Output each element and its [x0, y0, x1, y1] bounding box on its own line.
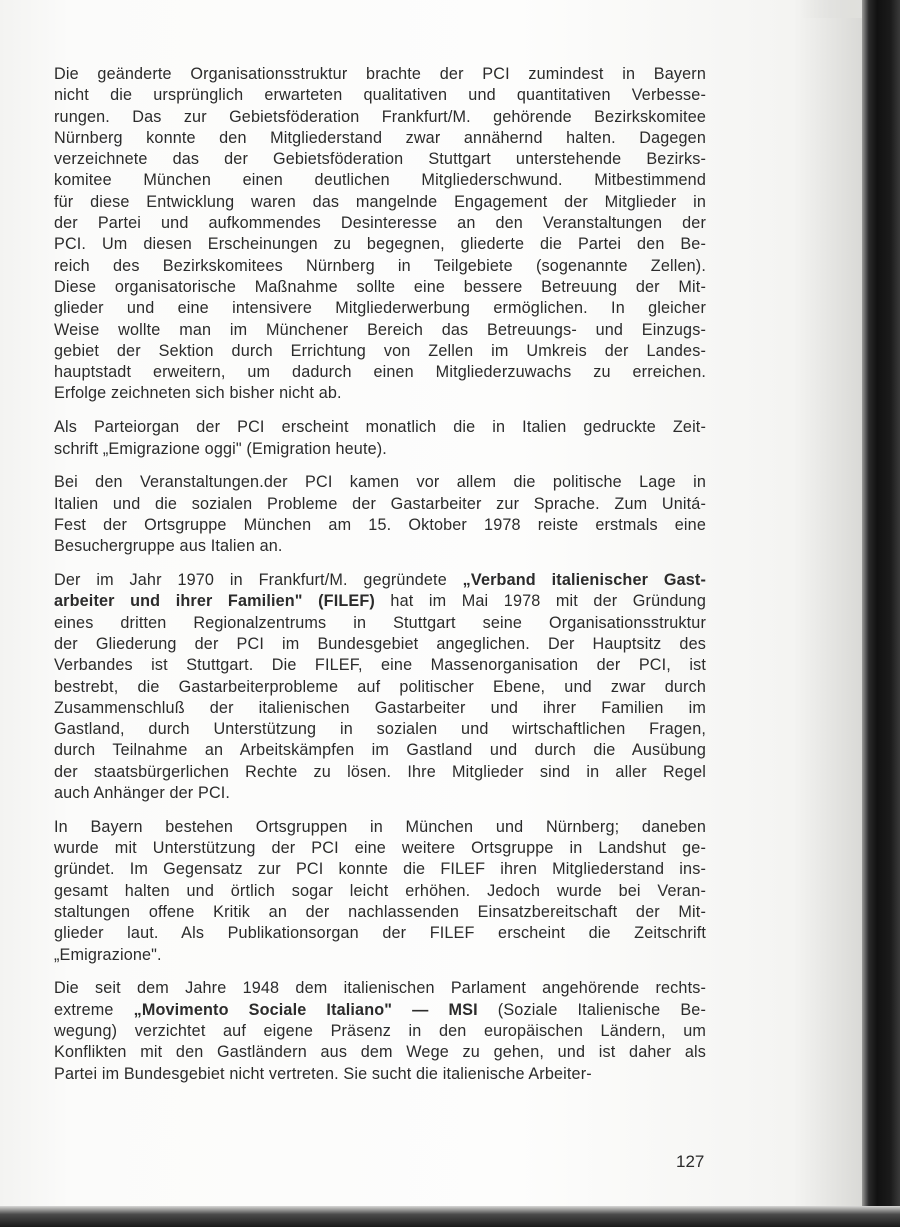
text-line: Besuchergruppe aus Italien an.	[54, 537, 283, 556]
text-line: Gastland, durch Unterstützung in sozialen und wirtschaftlichen Fragen,	[54, 720, 706, 739]
text-line: Diese organisatorische Maßnahme sollte eine bessere Betreuung der Mit-	[54, 277, 706, 296]
book-bottom-edge	[0, 1206, 900, 1227]
text-line: PCI. Um diesen Erscheinungen zu begegnen, gliederte die Partei den Be-	[54, 235, 706, 254]
text-line	[54, 591, 706, 612]
text-line: gebiet der Sektion durch Errichtung von Zellen im Umkreis der Landes-	[54, 341, 706, 360]
organization-name-bold: „Verband italienischer Gast-	[462, 571, 706, 590]
text-line: hauptstadt erweitern, um dadurch einen Mitgliederzuwachs zu erreichen.	[54, 363, 706, 382]
text-line: wegung) verzichtet auf eigene Präsenz in den europäischen Ländern, um	[54, 1021, 706, 1040]
paragraph-3	[54, 472, 706, 557]
text-line: Konflikten mit den Gastländern aus dem Wege zu gehen, und ist daher als	[54, 1043, 706, 1062]
text-line: Weise wollte man im Münchener Bereich das Betreuungs- und Einzugs-	[54, 320, 706, 339]
organization-name-bold: arbeiter und ihrer Familien" (FILEF)	[54, 592, 375, 611]
text-line: staltungen offene Kritik an der nachlassenden Einsatzbereitschaft der Mit-	[54, 902, 706, 921]
paragraph-1	[54, 64, 706, 405]
text-line: der staatsbürgerlichen Rechte zu lösen. Ihre Mitglieder sind in aller Regel	[54, 762, 706, 781]
text-line: Die geänderte Organisationsstruktur brachte der PCI zumindest in Bayern	[54, 65, 706, 83]
text-line: Zusammenschluß der italienischen Gastarbeiter und ihrer Familien im	[54, 698, 706, 717]
book-spine	[862, 0, 900, 1227]
page-number: 127	[676, 1152, 705, 1171]
text-line: Erfolge zeichneten sich bisher nicht ab.	[54, 384, 342, 403]
text-line: schrift „Emigrazione oggi" (Emigration heute).	[54, 439, 387, 458]
text-line: bestrebt, die Gastarbeiterprobleme auf politischer Ebene, und zwar durch	[54, 677, 706, 696]
text-line: Italien und die sozialen Probleme der Gastarbeiter zur Sprache. Zum Unitá-	[54, 494, 706, 513]
text-run: extreme	[54, 1000, 134, 1019]
text-line: „Emigrazione".	[54, 945, 162, 964]
text-line: Verbandes ist Stuttgart. Die FILEF, eine Massenorganisation der PCI, ist	[54, 656, 706, 675]
text-run: Der im Jahr 1970 in Frankfurt/M. gegründete	[54, 571, 463, 590]
text-line: auch Anhänger der PCI.	[54, 784, 231, 802]
text-line: für diese Entwicklung waren das mangelnde Engagement der Mitglieder in	[54, 192, 706, 211]
text-line: Als Parteiorgan der PCI erscheint monatlich die in Italien gedruckte Zeit-	[54, 418, 706, 437]
text-run: (Soziale Italienische Be-	[477, 1000, 706, 1019]
text-line: durch Teilnahme an Arbeitskämpfen im Gastland und durch die Ausübung	[54, 741, 706, 760]
text-line: nicht die ursprünglich erwarteten qualitativen und quantitativen Verbesse-	[54, 86, 706, 105]
paragraph-5	[54, 817, 706, 966]
text-line: der Partei und aufkommendes Desinteresse an den Veranstaltungen der	[54, 214, 706, 233]
paragraph-4	[54, 570, 706, 804]
text-line: rungen. Das zur Gebietsföderation Frankfurt/M. gehörende Bezirkskomitee	[54, 107, 706, 126]
text-line: komitee München einen deutlichen Mitgliederschwund. Mitbestimmend	[54, 171, 706, 190]
text-line: eines dritten Regionalzentrums in Stuttgart seine Organisationsstruktur	[54, 613, 706, 632]
text-line: Partei im Bundesgebiet nicht vertreten. Sie sucht die italienische Arbeiter-	[54, 1064, 592, 1083]
text-line: wurde mit Unterstützung der PCI eine weitere Ortsgruppe in Landshut ge-	[54, 839, 706, 858]
text-line: reich des Bezirkskomitees Nürnberg in Teilgebiete (sogenannte Zellen).	[54, 256, 706, 275]
text-line: gründet. Im Gegensatz zur PCI konnte die FILEF ihren Mitgliederstand ins-	[54, 860, 706, 879]
text-line: verzeichnete das der Gebietsföderation Stuttgart unterstehende Bezirks-	[54, 150, 706, 169]
text-line	[54, 1000, 706, 1021]
page-edge-shadow	[800, 0, 862, 18]
organization-name-bold: „Movimento Sociale Italiano" — MSI	[133, 1000, 478, 1019]
paragraph-6	[54, 978, 706, 1084]
text-line: der Gliederung der PCI im Bundesgebiet angeglichen. Der Hauptsitz des	[54, 634, 706, 653]
text-line: glieder laut. Als Publikationsorgan der FILEF erscheint die Zeitschrift	[54, 924, 706, 943]
text-line: Nürnberg konnte den Mitgliederstand zwar annähernd halten. Dagegen	[54, 128, 706, 147]
paragraph-2	[54, 417, 706, 460]
text-line: Die seit dem Jahre 1948 dem italienischen Parlament angehörende rechts-	[54, 979, 706, 998]
body-text	[54, 64, 706, 1097]
text-run: hat im Mai 1978 mit der Gründung	[374, 592, 706, 611]
text-line: Fest der Ortsgruppe München am 15. Oktober 1978 reiste erstmals eine	[54, 515, 706, 534]
text-line: gesamt halten und örtlich sogar leicht erhöhen. Jedoch wurde bei Veran-	[54, 881, 706, 900]
text-line: glieder und eine intensivere Mitgliederwerbung ermöglichen. In gleicher	[54, 299, 706, 318]
text-line: Bei den Veranstaltungen.der PCI kamen vor allem die politische Lage in	[54, 473, 706, 492]
text-line: In Bayern bestehen Ortsgruppen in München und Nürnberg; daneben	[54, 817, 706, 836]
text-line	[54, 570, 706, 591]
